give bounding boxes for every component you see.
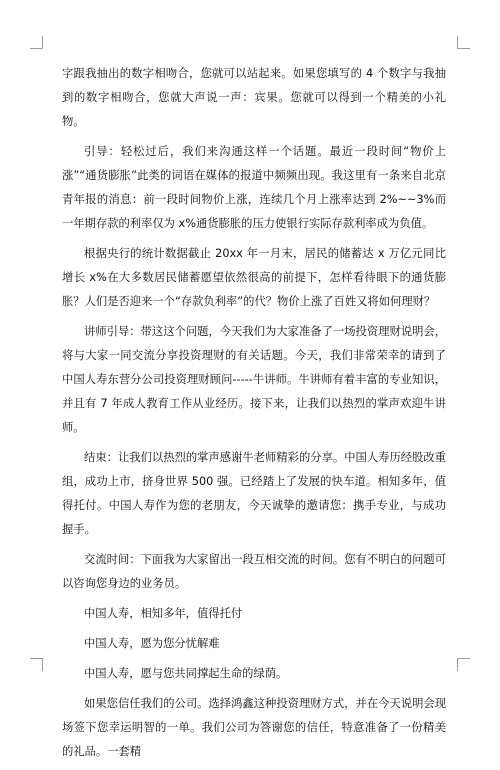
paragraph-gift-offer: 如果您信任我们的公司。选择鸿鑫这种投资理财方式，并在今天说明会现场签下您幸运明智的一单。我们公司为答谢您的信任，特意准备了一份精美的礼品。一套精: [62, 697, 446, 758]
paragraph-lecturer-intro: 讲师引导：带这这个问题，今天我们为大家准备了一场投资理财说明会，将与大家一同交流分享投资理财的有关话题。今天，我们非常荣幸的请到了中国人寿东营分公司投资理财顾问-----牛讲师。牛讲师有着丰富的专业知识，并且有 7 年成人教育工作从业经历。接下来，让我们以热烈的掌声欢迎牛讲师。: [62, 325, 446, 434]
slogan-line-3: 中国人寿，愿与您共同撑起生命的绿荫。: [84, 667, 288, 680]
document-body: [62, 62, 446, 770]
crop-mark-bottom-left: [30, 658, 43, 671]
crop-mark-top-right: [457, 36, 470, 49]
paragraph-exchange-time: 交流时间：下面我为大家留出一段互相交流的时间。您有不明白的问题可以咨询您身边的业务员。: [62, 553, 446, 590]
paragraph-closing: 结束：让我们以热烈的掌声感谢牛老师精彩的分享。中国人寿历经股改重组，成功上市，挤身世界 500 强。已经踏上了发展的快车道。相知多年，值得托付。中国人寿作为您的老朋友，今天诚挚的邀请您：携手专业，与成功握手。: [62, 451, 446, 536]
crop-mark-bottom-right: [457, 658, 470, 671]
crop-mark-top-left: [30, 36, 43, 49]
paragraph-statistics: 根据央行的统计数据截止 20xx 年一月末，居民的储蓄达 x 万亿元同比增长 x%在大多数居民储蓄愿望依然很高的前提下，怎样看待眼下的通货膨胀？人们是否迎来一个“存款负利率”的代？物价上涨了百姓又将如何理财？: [62, 247, 446, 308]
paragraph-continuation: 字跟我抽出的数字相吻合，您就可以站起来。如果您填写的 4 个数字与我抽到的数字相吻合，您就大声说一声：宾果。您就可以得到一个精美的小礼物。: [62, 67, 446, 128]
slogan-line-2: 中国人寿，愿为您分忧解难: [84, 637, 220, 650]
paragraph-introduction: 引导：轻松过后，我们来沟通这样一个话题。最近一段时间“物价上涨”“通货膨胀”此类的词语在媒体的报道中频频出现。我这里有一条来自北京青年报的消息：前一段时间物价上涨，连续几个月上涨率达到 2%~~3%而一年期存款的利率仅为 x%通货膨胀的压力使银行实际存款利率成为负值。: [62, 145, 446, 230]
slogan-line-1: 中国人寿，相知多年，值得托付: [84, 607, 243, 620]
